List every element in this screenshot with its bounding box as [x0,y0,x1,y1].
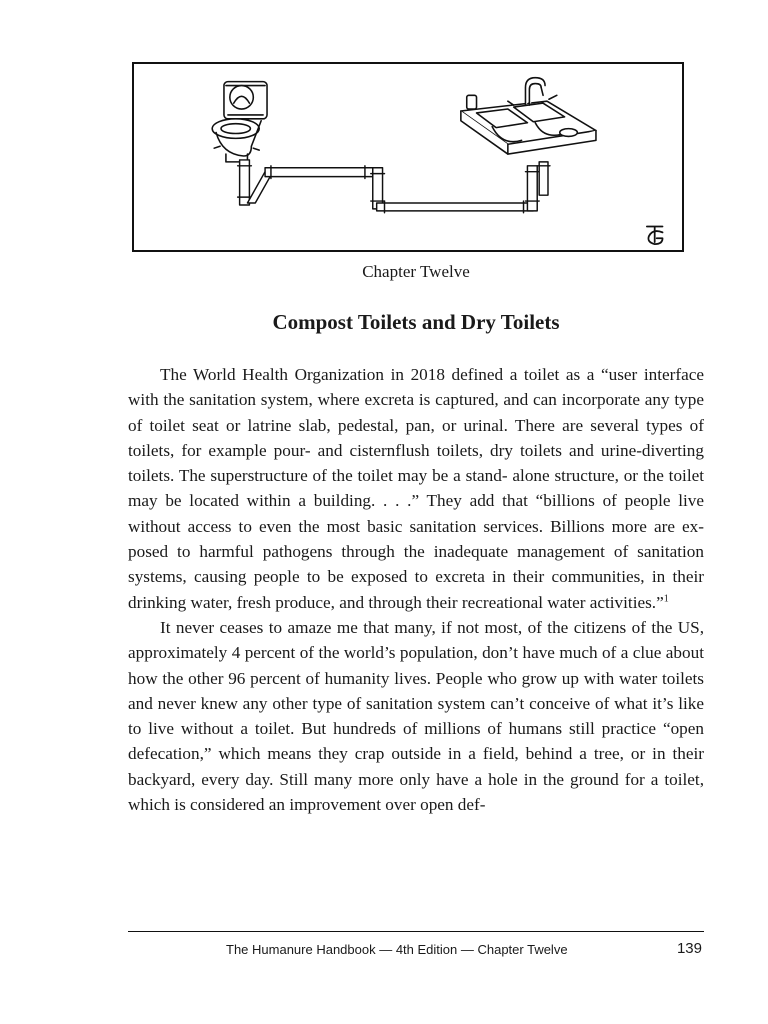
faucet-icon [508,78,557,105]
paragraph [128,615,704,817]
sink-icon [461,95,596,154]
paragraph-text: It never ceases to amaze me that many, if not most, of the citizens of the US, approximately 4 percent of the world’s population, don’t have much of a clue about how the other 96 percent of humanity lives. People who grow up with water toilets and never knew any other type of sanitation system can’t conceive of what it’s like to live without a toilet. But hundreds of millions of humans still practice “open defecation,” which means they crap outside in a field, behind a tree, or in their backyard, every day. Still many more only have a hole in the ground for a toilet, which is considered an improvement over open def- [128,617,704,815]
toilet-icon [212,82,267,162]
artist-monogram-icon [647,227,663,245]
page-number: 139 [676,940,702,957]
body-text [128,362,704,817]
footer-rule [128,931,704,932]
pipe-icon [238,160,550,213]
chapter-label: Chapter Twelve [362,262,470,281]
chapter-illustration [132,62,684,252]
footnote-marker[interactable]: 1 [663,592,669,604]
running-footer: The Humanure Handbook — 4th Edition — Chapter Twelve [226,942,568,957]
paragraph [128,362,704,615]
paragraph-text: The World Health Organization in 2018 defined a toilet as a “user interface with the sanitation system, where excreta is captured, and can incorporate any type of toilet seat or latrine slab, pedestal, pan, or urinal. There are several types of toilets, for example pour- and cisternflush toilets, dry toilets and urine-diverting toilets. The superstructure of the toilet may be a stand- alone structure, or the toilet may be located within a building. . . .” They add that “billions of people live without access to even the most basic sanitation services. Billions more are exposed to harmful pathogens through the inadequate management of sanitation systems, causing people to be exposed to excreta in their communities, in their drinking water, fresh produce, and through their recreational water activities.” [128,365,704,612]
chapter-title: Compost Toilets and Dry Toilets [272,310,560,334]
